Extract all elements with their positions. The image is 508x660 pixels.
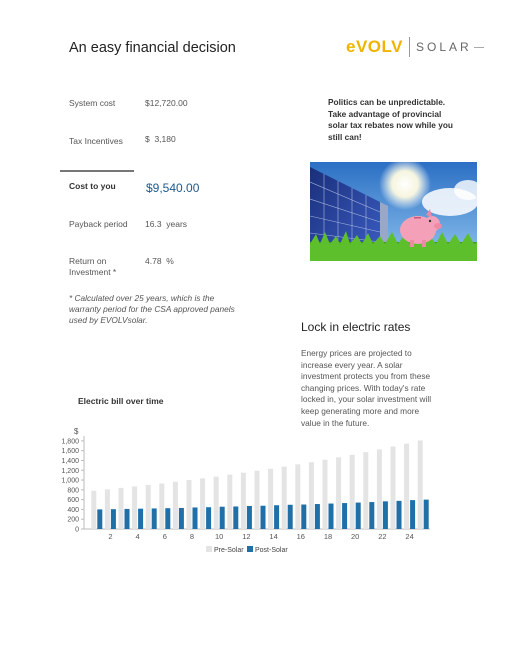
post-solar-bar: [152, 508, 157, 529]
legend-label-post-solar: Post-Solar: [255, 547, 288, 554]
y-tick-label: 1,400: [61, 457, 79, 465]
post-solar-bar: [247, 506, 252, 529]
payback-period-label: Payback period: [69, 219, 128, 229]
post-solar-bar: [369, 502, 374, 529]
y-tick-label: 400: [67, 506, 79, 514]
pre-solar-bar: [323, 460, 328, 529]
x-tick-label: 20: [351, 532, 360, 541]
post-solar-bar: [315, 504, 320, 529]
post-solar-bar: [179, 508, 184, 529]
post-solar-bar: [410, 500, 415, 529]
lock-in-title: Lock in electric rates: [301, 320, 411, 334]
y-tick-label: 1,800: [61, 438, 79, 446]
pre-solar-bar: [391, 447, 396, 529]
post-solar-bar: [261, 506, 266, 529]
chart-svg: [0, 420, 508, 560]
pre-solar-bar: [350, 455, 355, 529]
pre-solar-bar: [200, 478, 205, 529]
promo-text: Politics can be unpredictable. Take advantage of provincial solar tax rebates now while you still can!: [328, 97, 453, 142]
y-axis-unit: $: [74, 427, 79, 436]
post-solar-bar: [383, 501, 388, 529]
x-tick-label: 8: [189, 532, 195, 541]
pre-solar-bar: [363, 452, 368, 529]
post-solar-bar: [356, 503, 361, 529]
x-tick-label: 12: [242, 532, 251, 541]
logo-brand: eVOLV: [346, 37, 403, 56]
x-tick-label: 14: [269, 532, 278, 541]
logo-product: SOLAR: [415, 40, 472, 54]
pre-solar-bar: [309, 462, 314, 529]
logo-divider: [409, 37, 410, 57]
pre-solar-bar: [336, 457, 341, 529]
lock-in-body: Energy prices are projected to increase every year. A solar investment protects you from these changing prices. With today's rate locked in, your solar investment will keep generating more and more value in the future.: [301, 348, 432, 428]
roi-label-line2: Investment *: [69, 267, 117, 278]
pre-solar-bar: [91, 491, 96, 529]
pre-solar-bar: [404, 444, 409, 529]
pre-solar-bar: [227, 475, 232, 529]
page-title: An easy financial decision: [69, 40, 236, 56]
solar-panel-piggy-bank-image: [310, 162, 477, 261]
post-solar-bar: [97, 509, 102, 529]
pre-solar-bar: [241, 473, 246, 529]
x-tick-label: 10: [215, 532, 224, 541]
roi-value: 4.78 %: [145, 256, 174, 266]
system-cost-label: System cost: [69, 98, 116, 108]
pre-solar-bar: [268, 469, 273, 529]
pre-solar-bar: [255, 471, 260, 529]
logo-swoosh-icon: [474, 47, 484, 48]
y-tick-label: 600: [67, 497, 79, 505]
pre-solar-bar: [377, 449, 382, 529]
y-tick-label: 800: [67, 487, 79, 495]
cost-to-you-label: Cost to you: [69, 181, 116, 191]
post-solar-bar: [165, 508, 170, 529]
post-solar-bar: [125, 509, 130, 529]
post-solar-bar: [397, 501, 402, 529]
post-solar-bar: [288, 505, 293, 529]
tax-incentives-label: Tax Incentives: [69, 136, 123, 146]
pre-solar-bar: [173, 482, 178, 529]
payback-period-value: 16.3 years: [145, 219, 188, 229]
pre-solar-bar: [159, 483, 164, 529]
y-tick-label: 200: [67, 516, 79, 524]
post-solar-bar: [111, 509, 116, 529]
y-tick-label: 1,000: [61, 477, 79, 485]
x-tick-label: 22: [378, 532, 387, 541]
post-solar-bar: [301, 505, 306, 529]
legend-swatch-pre-solar: [206, 546, 212, 552]
post-solar-bar: [342, 503, 347, 529]
electric-bill-chart: [0, 420, 508, 560]
post-solar-bar: [329, 504, 334, 529]
post-solar-bar: [233, 506, 238, 529]
x-tick-label: 2: [108, 532, 113, 541]
legend-label-pre-solar: Pre-Solar: [214, 547, 244, 554]
post-solar-bar: [274, 505, 279, 529]
company-logo: [346, 36, 484, 58]
pre-solar-bar: [119, 488, 124, 529]
x-tick-label: 16: [296, 532, 305, 541]
section-divider: [60, 170, 134, 172]
post-solar-bar: [424, 500, 429, 529]
pre-solar-bar: [282, 467, 287, 529]
post-solar-bar: [220, 507, 225, 529]
roi-label-line1: Return on: [69, 256, 107, 266]
chart-title: Electric bill over time: [78, 396, 164, 406]
post-solar-bar: [206, 507, 211, 529]
y-tick-label: 0: [75, 526, 79, 534]
pre-solar-bar: [146, 485, 151, 529]
x-tick-label: 4: [135, 532, 140, 541]
pre-solar-bar: [105, 489, 110, 529]
pre-solar-bar: [295, 464, 300, 529]
tax-incentives-value: $ 3,180: [145, 134, 176, 144]
footnote: * Calculated over 25 years, which is the warranty period for the CSA approved panels used by EVOLVsolar.: [69, 293, 235, 326]
x-tick-label: 6: [162, 532, 167, 541]
x-tick-label: 18: [323, 532, 333, 541]
pre-solar-bar: [187, 480, 192, 529]
y-tick-label: 1,200: [61, 467, 79, 475]
y-tick-label: 1,600: [61, 448, 79, 456]
system-cost-value: $12,720.00: [145, 98, 188, 108]
roi-label: [69, 256, 116, 279]
post-solar-bar: [193, 507, 198, 529]
post-solar-bar: [138, 509, 143, 529]
pre-solar-bar: [418, 440, 423, 529]
pre-solar-bar: [132, 486, 137, 529]
pre-solar-bar: [214, 477, 219, 529]
legend-swatch-post-solar: [247, 546, 253, 552]
cost-to-you-value: $9,540.00: [146, 181, 200, 195]
x-tick-label: 24: [405, 532, 414, 541]
